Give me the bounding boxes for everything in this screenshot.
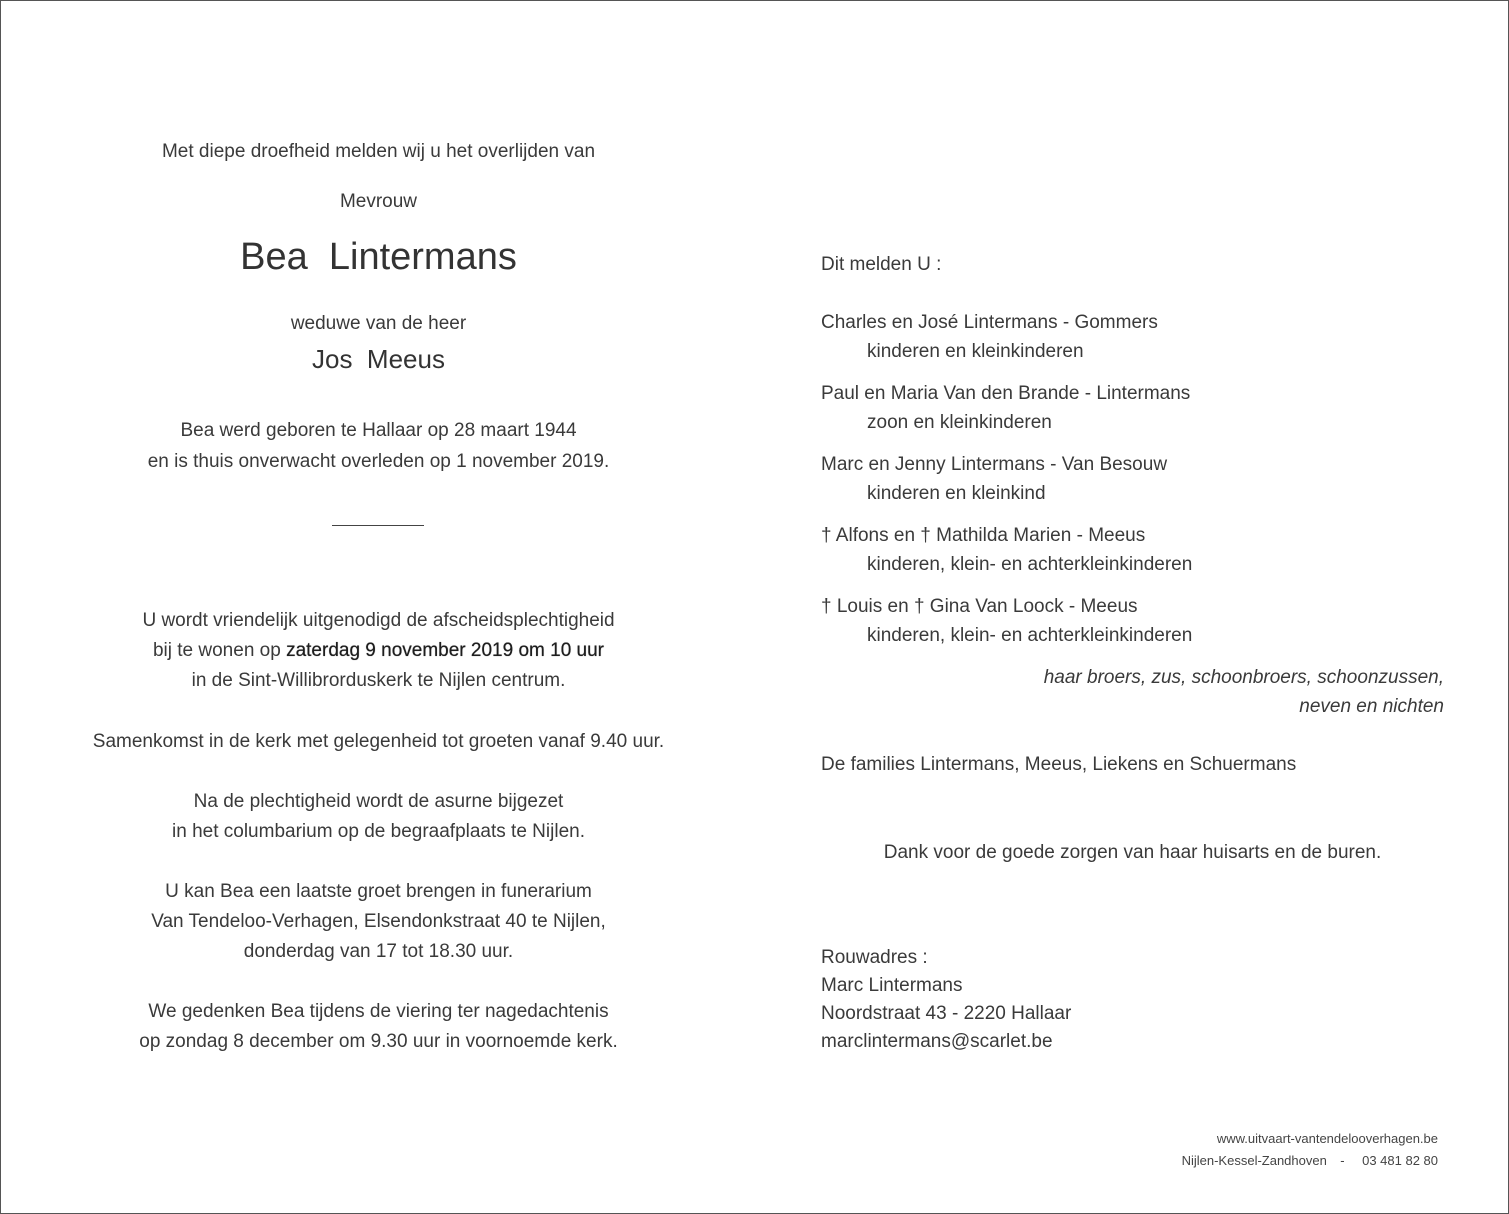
- invite-line-2: [61, 639, 696, 663]
- title-text: Mevrouw: [339, 191, 418, 212]
- mass-line-2: op zondag 8 december om 9.30 uur in voornoemde kerk.: [139, 1031, 618, 1052]
- announce-header: Dit melden U :: [821, 254, 942, 275]
- ceremony-date: zaterdag 9 november 2019 om 10 uur: [286, 640, 605, 661]
- invite-line-1: U wordt vriendelijk uitgenodigd de afscheidsplechtigheid: [142, 610, 615, 631]
- born-line: Bea werd geboren te Hallaar op 28 maart 1944: [180, 420, 577, 441]
- invite-line-3: in de Sint-Willibrorduskerk te Nijlen centrum.: [191, 670, 566, 691]
- footer-locations: Nijlen-Kessel-Zandhoven: [1181, 1153, 1327, 1168]
- family-names: Charles en José Lintermans - Gommers: [821, 312, 1158, 333]
- visit-line-1: U kan Bea een laatste groet brengen in funerarium: [165, 881, 592, 902]
- address-label: Rouwadres :: [821, 947, 928, 968]
- family-relation: kinderen en kleinkinderen: [867, 341, 1084, 362]
- family-relation: kinderen, klein- en achterkleinkinderen: [867, 625, 1193, 646]
- urn-line-2: in het columbarium op de begraafplaats te Nijlen.: [172, 821, 585, 842]
- footer-contact: [1182, 1152, 1438, 1170]
- spouse-name: Jos Meeus: [312, 344, 445, 374]
- visit-line-2: Van Tendeloo-Verhagen, Elsendonkstraat 40 te Nijlen,: [151, 911, 606, 932]
- widow-line: weduwe van de heer: [290, 313, 467, 334]
- siblings-line-1: haar broers, zus, schoonbroers, schoonzussen,: [1043, 667, 1444, 688]
- died-line: en is thuis onverwacht overleden op 1 november 2019.: [147, 451, 610, 472]
- family-names: Marc en Jenny Lintermans - Van Besouw: [821, 454, 1168, 475]
- separator-line: [332, 525, 424, 526]
- address-street: Noordstraat 43 - 2220 Hallaar: [821, 1003, 1072, 1024]
- family-names: † Alfons en † Mathilda Marien - Meeus: [821, 525, 1146, 546]
- footer-dash: -: [1340, 1153, 1345, 1168]
- mass-line-1: We gedenken Bea tijdens de viering ter nagedachtenis: [148, 1001, 609, 1022]
- family-names: Paul en Maria Van den Brande - Lintermans: [821, 383, 1191, 404]
- footer-phone: 03 481 82 80: [1362, 1153, 1438, 1168]
- urn-line-1: Na de plechtigheid wordt de asurne bijgezet: [193, 791, 564, 812]
- gathering-line: Samenkomst in de kerk met gelegenheid tot groeten vanaf 9.40 uur.: [92, 731, 665, 752]
- visit-line-3: donderdag van 17 tot 18.30 uur.: [243, 941, 514, 962]
- family-relation: kinderen, klein- en achterkleinkinderen: [867, 554, 1193, 575]
- families-line: De families Lintermans, Meeus, Liekens en Schuermans: [821, 754, 1297, 775]
- siblings-line-2: neven en nichten: [1299, 696, 1444, 717]
- family-names: † Louis en † Gina Van Loock - Meeus: [821, 596, 1138, 617]
- address-name: Marc Lintermans: [821, 975, 963, 996]
- family-relation: kinderen en kleinkind: [867, 483, 1046, 504]
- thanks-line: Dank voor de goede zorgen van haar huisarts en de buren.: [883, 842, 1382, 863]
- intro-text: Met diepe droefheid melden wij u het overlijden van: [161, 141, 596, 162]
- invite-prefix: bij te wonen op: [152, 640, 287, 661]
- deceased-name: Bea Lintermans: [240, 236, 517, 278]
- address-email: marclintermans@scarlet.be: [821, 1031, 1053, 1052]
- footer-website: www.uitvaart-vantendelooverhagen.be: [1216, 1131, 1438, 1146]
- family-relation: zoon en kleinkinderen: [867, 412, 1052, 433]
